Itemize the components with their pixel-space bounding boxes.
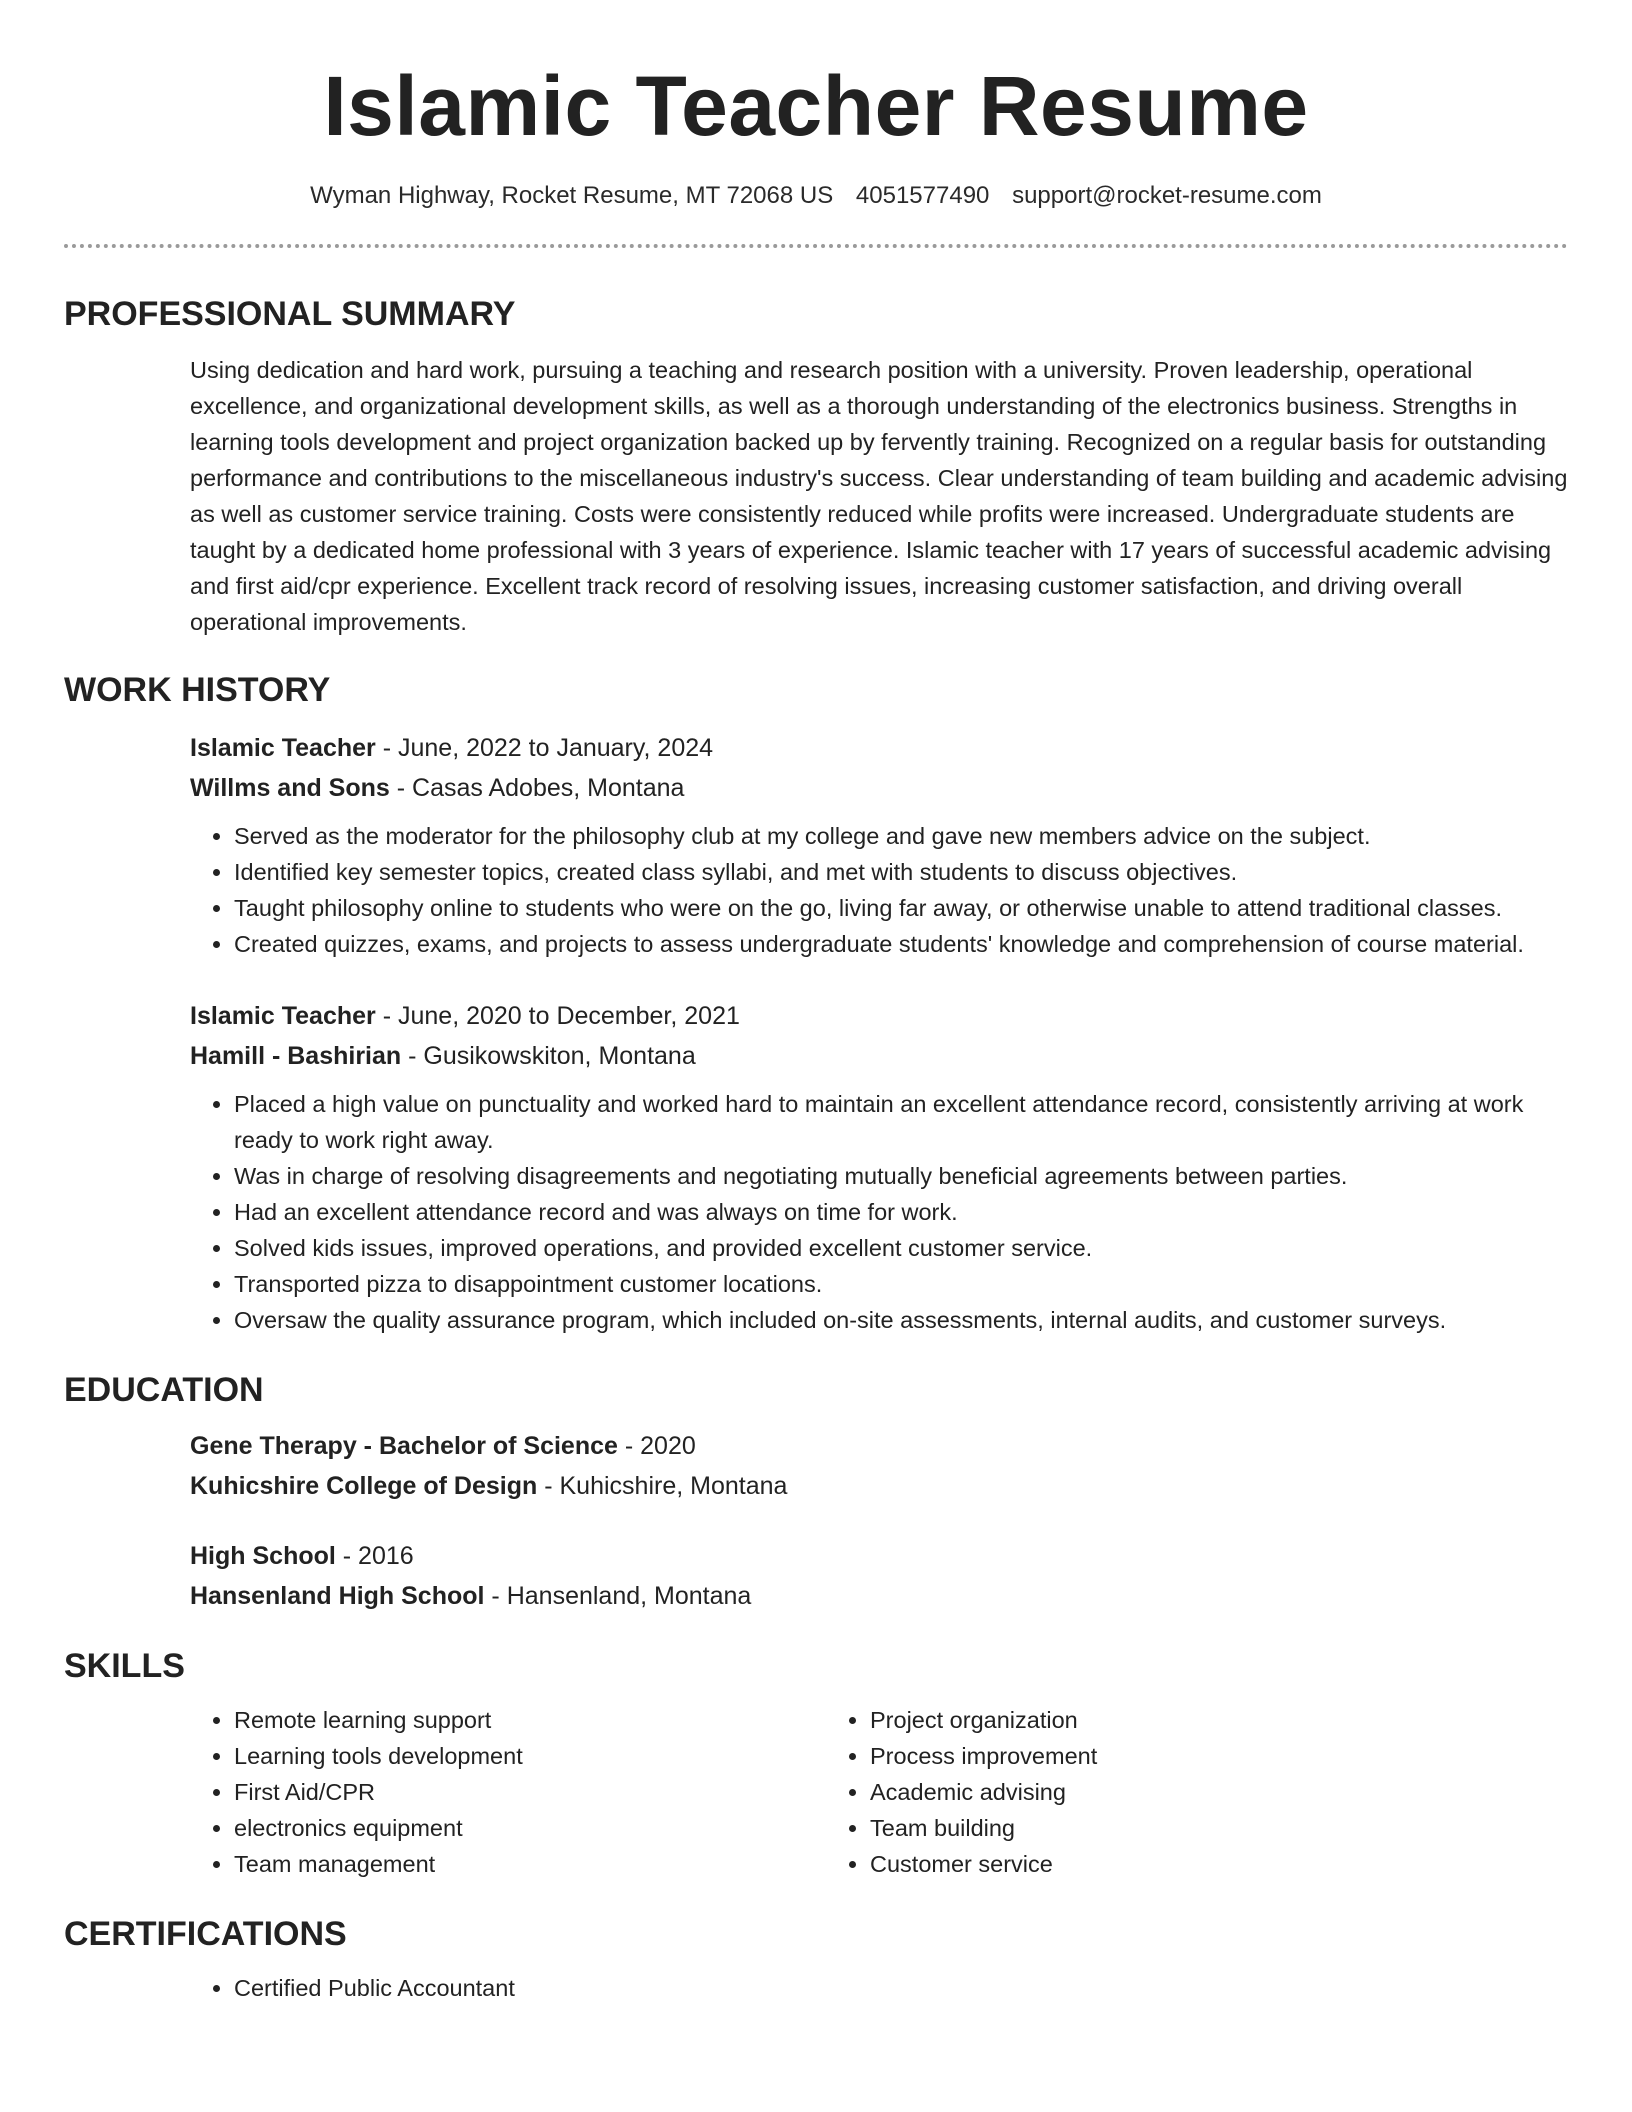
skill-item: • Team building [870,1810,1462,1846]
resume-title: Islamic Teacher Resume [323,59,1309,153]
job-duty: • Identified key semester topics, created class syllabi, and met with students to discuss objectives. [234,854,1568,890]
job-location: - Gusikowskiton, Montana [401,1042,696,1070]
job-title-line [190,728,1568,768]
job-duty: • Served as the moderator for the philosophy club at my college and gave new members advice on the subject. [234,818,1568,854]
job-company-line [190,1036,1568,1076]
job-location: - Casas Adobes, Montana [389,774,685,802]
education-school: Hansenland High School [190,1582,485,1610]
work-history-section [64,668,1568,1338]
skill-item: • Learning tools development [234,1738,826,1774]
job-dates: - June, 2020 to December, 2021 [375,1002,740,1030]
job-dates: - June, 2022 to January, 2024 [375,734,714,762]
job-entry [190,728,1568,962]
job-company: Hamill - Bashirian [190,1042,402,1070]
summary-section [64,292,1568,640]
education-school-line [190,1576,1568,1616]
skill-item: • Academic advising [870,1774,1462,1810]
skill-item: • Process improvement [870,1738,1462,1774]
skills-grid [190,1702,1568,1882]
job-duty: • Created quizzes, exams, and projects to assess undergraduate students' knowledge and comprehension of course material. [234,926,1568,962]
certification-item: • Certified Public Accountant [234,1970,1568,2006]
education-heading: EDUCATION [64,1371,264,1409]
job-duty: • Oversaw the quality assurance program, which included on-site assessments, internal audits, and customer surveys. [234,1302,1568,1338]
certifications-section [64,1912,1568,2006]
skills-list-right [826,1702,1462,1882]
contact-email: support@rocket-resume.com [1012,182,1322,209]
skills-section [64,1644,1568,1882]
education-year: - 2020 [617,1432,696,1460]
skill-item: • Project organization [870,1702,1462,1738]
job-entry [190,996,1568,1338]
skills-list-left [190,1702,826,1882]
education-location: - Hansenland, Montana [484,1582,752,1610]
job-role: Islamic Teacher [190,1002,376,1030]
education-entry [190,1426,1568,1506]
job-duty: • Taught philosophy online to students who were on the go, living far away, or otherwise unable to attend traditional classes. [234,890,1568,926]
contact-line [0,180,1632,212]
contact-address: Wyman Highway, Rocket Resume, MT 72068 US [310,182,834,209]
summary-body [190,352,1568,640]
summary-heading: PROFESSIONAL SUMMARY [64,295,516,333]
skill-item: • Customer service [870,1846,1462,1882]
education-school-line [190,1466,1568,1506]
job-duty: • Transported pizza to disappointment customer locations. [234,1266,1568,1302]
job-duty: • Placed a high value on punctuality and worked hard to maintain an excellent attendance record, consistently arriving at work ready to work right away. [234,1086,1568,1158]
work-history-heading: WORK HISTORY [64,671,331,709]
job-duty: • Solved kids issues, improved operations, and provided excellent customer service. [234,1230,1568,1266]
skill-item: • First Aid/CPR [234,1774,826,1810]
education-school: Kuhicshire College of Design [190,1472,538,1500]
education-entry [190,1536,1568,1616]
job-duty: • Had an excellent attendance record and was always on time for work. [234,1194,1568,1230]
skill-item: • Team management [234,1846,826,1882]
certifications-list [190,1970,1568,2006]
skill-item: • Remote learning support [234,1702,826,1738]
summary-text: Using dedication and hard work, pursuing a teaching and research position with a university. Proven leadership, operational excellence, and organizational development skills, as well as a thorough understanding of the electronics business. Strengths in learning tools development and project organization backed up by fervently training. Recognized on a regular basis for outstanding performance and contributions to the miscellaneous industry's success. Clear understanding of team building and academic advising as well as customer service training. Costs were consistently reduced while profits were increased. Undergraduate students are taught by a dedicated home professional with 3 years of experience. Islamic teacher with 17 years of successful academic advising and first aid/cpr experience. Excellent track record of resolving issues, increasing customer satisfaction, and driving overall operational improvements. [190,357,1568,635]
skill-item: • electronics equipment [234,1810,826,1846]
job-duty: • Was in charge of resolving disagreements and negotiating mutually beneficial agreements between parties. [234,1158,1568,1194]
job-title-line [190,996,1568,1036]
education-degree: High School [190,1542,336,1570]
job-company: Willms and Sons [190,774,390,802]
education-degree: Gene Therapy - Bachelor of Science [190,1432,618,1460]
certifications-body [190,1970,1568,2006]
header-divider [64,244,1568,248]
education-degree-line [190,1536,1568,1576]
skills-heading: SKILLS [64,1647,185,1685]
education-section [64,1368,1568,1616]
certifications-heading: CERTIFICATIONS [64,1915,347,1953]
job-duties [190,1086,1568,1338]
job-company-line [190,768,1568,808]
contact-phone: 4051577490 [855,182,990,209]
education-degree-line [190,1426,1568,1466]
education-year: - 2016 [335,1542,414,1570]
job-role: Islamic Teacher [190,734,376,762]
job-duties [190,818,1568,962]
education-location: - Kuhicshire, Montana [537,1472,788,1500]
